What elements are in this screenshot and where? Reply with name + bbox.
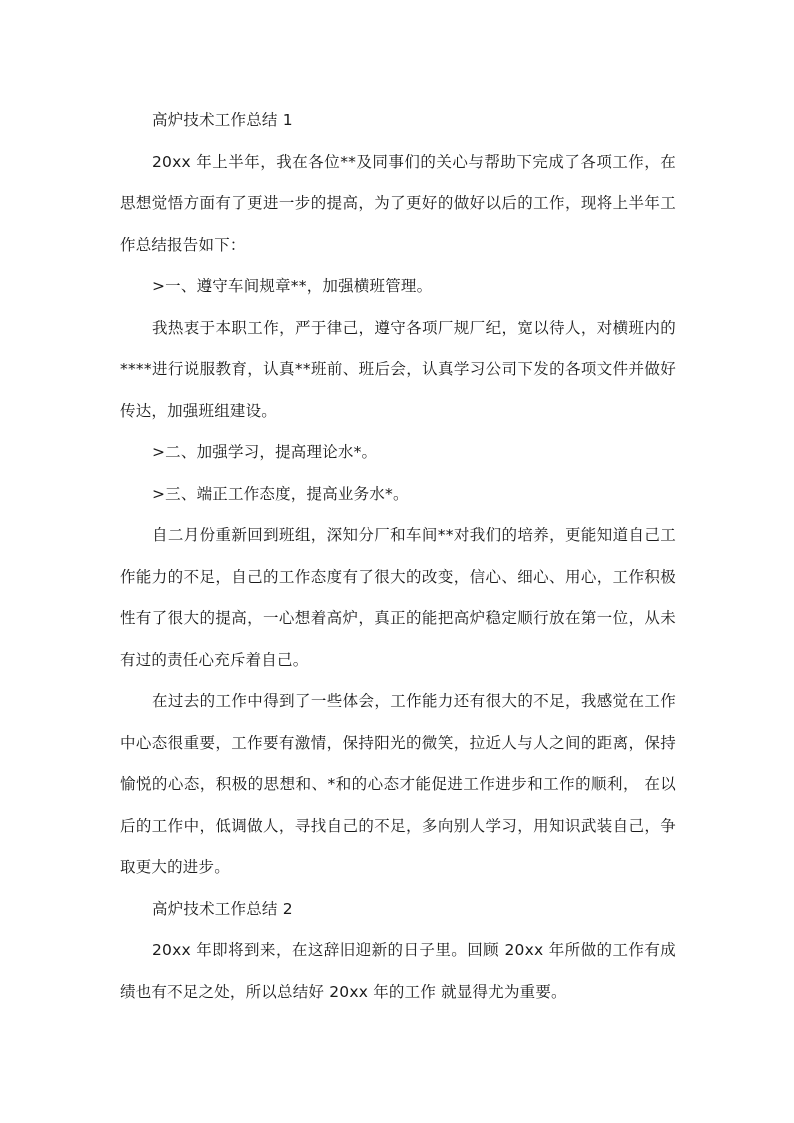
- section-heading-1: 高炉技术工作总结 1: [152, 111, 293, 129]
- item-heading-3: >三、端正工作态度，提高业务水*。: [152, 484, 409, 503]
- paragraph-reflection: 在过去的工作中得到了一些体会，工作能力还有很大的不足，我感觉在工作中心态很重要，工作要有激情，保持阳光的微笑，拉近人与人之间的距离，保持愉悦的心态，积极的思想和、*和的心态才能促进工作进步和工作的顺利， 在以后的工作中，低调做人，寻找自己的不足，多向别人学习，用知识武装自己，争取更大的进步。: [120, 692, 676, 876]
- paragraph-item-1: 我热衷于本职工作，严于律己，遵守各项厂规厂纪，宽以待人，对横班内的****进行说服教育，认真**班前、班后会，认真学习公司下发的各项文件并做好传达，加强班组建设。: [120, 318, 676, 420]
- paragraph-intro: 20xx 年上半年，我在各位**及同事们的关心与帮助下完成了各项工作，在思想觉悟方面有了更进一步的提高，为了更好的做好以后的工作，现将上半年工作总结报告如下：: [120, 152, 676, 254]
- paragraph-item-3: 自二月份重新回到班组，深知分厂和车间**对我们的培养，更能知道自己工作能力的不足，自己的工作态度有了很大的改变，信心、细心、用心，工作积极性有了很大的提高，一心想着高炉，真正的能把高炉稳定顺行放在第一位，从未有过的责任心充斥着自己。: [120, 526, 676, 669]
- document-body: [120, 100, 676, 1013]
- item-heading-2: >二、加强学习，提高理论水*。: [152, 443, 378, 461]
- item-heading-1: >一、遵守车间规章**，加强横班管理。: [152, 277, 433, 295]
- section-heading-2: 高炉技术工作总结 2: [152, 899, 293, 918]
- paragraph-section-2: 20xx 年即将到来，在这辞旧迎新的日子里。回顾 20xx 年所做的工作有成绩也有不足之处，所以总结好 20xx 年的工作 就显得尤为重要。: [120, 941, 676, 1001]
